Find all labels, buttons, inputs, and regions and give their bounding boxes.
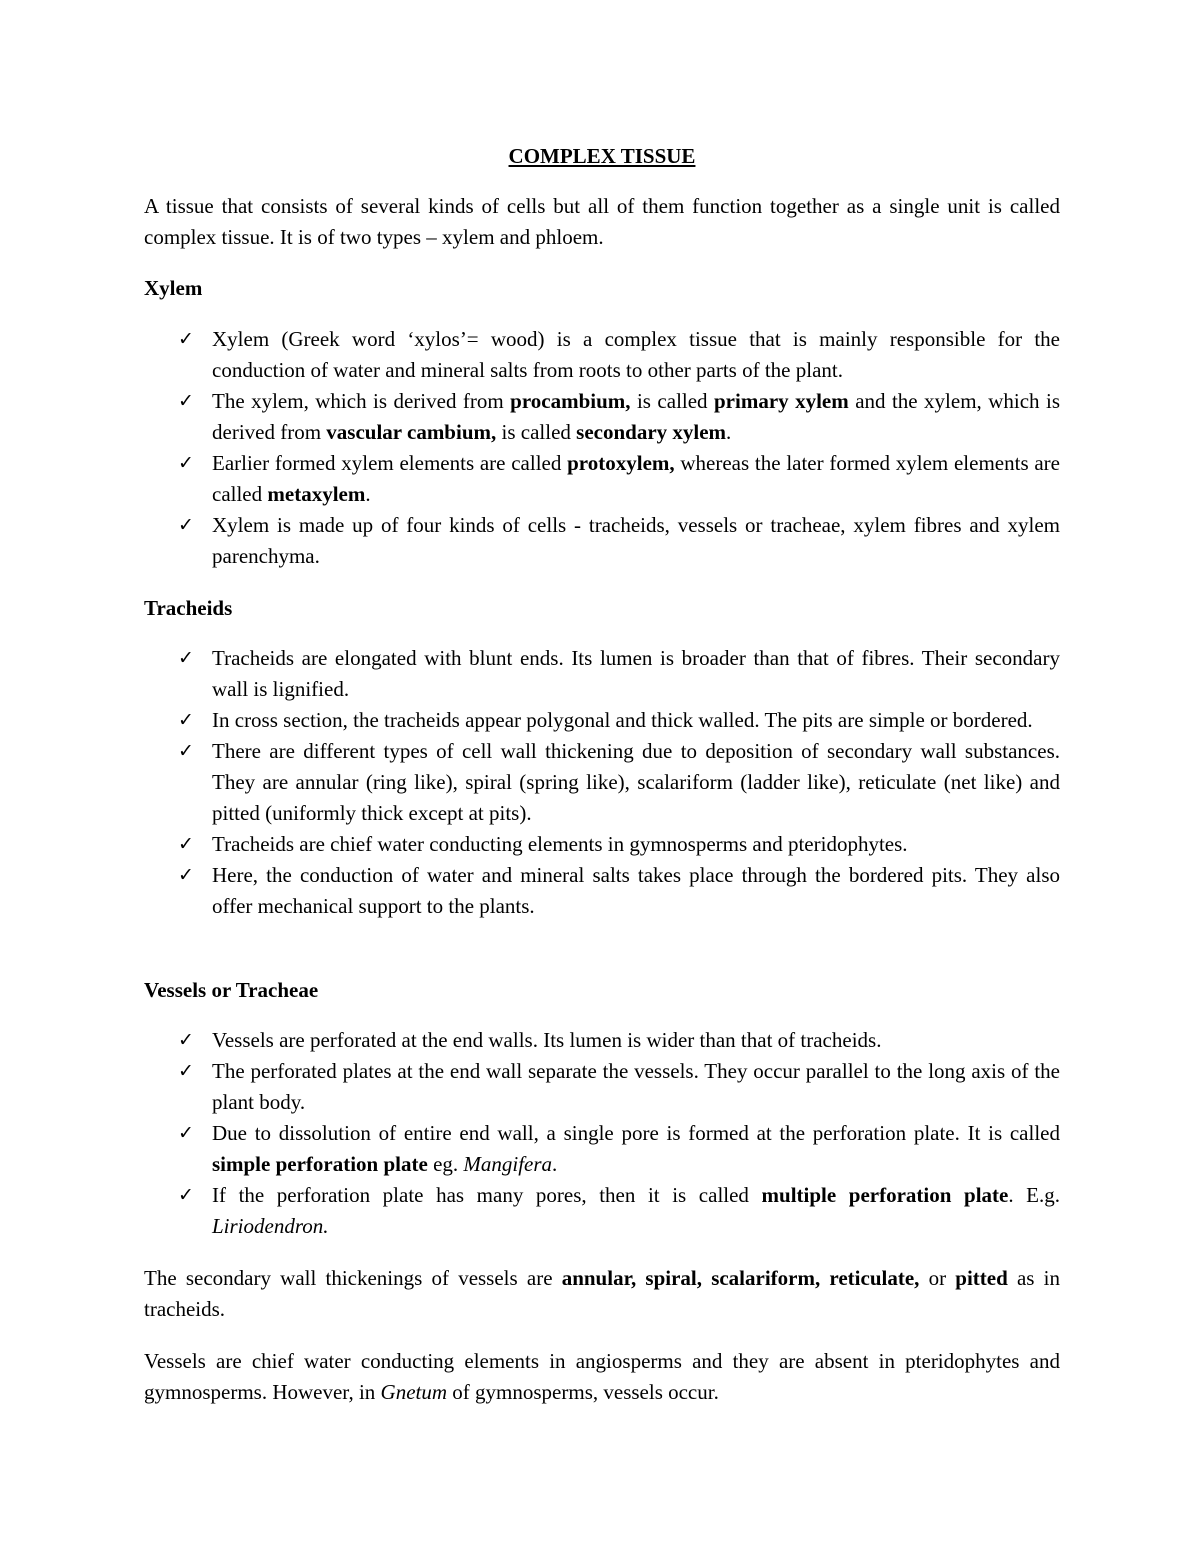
list-item — [144, 829, 1060, 860]
text-run: whereas the later formed xylem elements are called — [212, 451, 1060, 506]
checkmark-icon: ✓ — [178, 1184, 194, 1206]
text-run: The secondary wall thickenings of vessels are — [144, 1266, 562, 1290]
text-run: Due to dissolution of entire end wall, a single pore is formed at the perforation plate. It is called — [212, 1121, 1060, 1145]
list-item — [144, 1056, 1060, 1118]
text-run: is called — [496, 420, 577, 444]
text-run: There are different types of cell wall thickening due to deposition of secondary wall substances. They are annular (ring like), spiral (spring like), scalariform (ladder like), reticulate (net like) and pitted (uniformly thick except at pits). — [212, 739, 1060, 825]
checkmark-icon: ✓ — [178, 740, 194, 762]
text-run: Here, the conduction of water and mineral salts takes place through the bordered pits. They also offer mechanical support to the plants. — [212, 863, 1060, 918]
italic-term: Gnetum — [380, 1380, 448, 1404]
list-item — [144, 510, 1060, 572]
bold-term: primary xylem — [714, 389, 849, 413]
list-item — [144, 1025, 1060, 1056]
text-run: . — [552, 1152, 558, 1176]
intro-paragraph: A tissue that consists of several kinds of cells but all of them function together as a single unit is called complex tissue. It is of two types – xylem and phloem. — [144, 194, 1060, 249]
list-item — [144, 705, 1060, 736]
italic-term: Mangifera — [463, 1152, 553, 1176]
bold-term: secondary xylem — [576, 420, 727, 444]
section-heading-xylem: Xylem — [144, 276, 203, 300]
text-run: eg. — [427, 1152, 464, 1176]
bold-term: annular, spiral, scalariform, reticulate, — [561, 1266, 920, 1290]
checkmark-icon: ✓ — [178, 709, 194, 731]
bold-term: vascular cambium, — [326, 420, 497, 444]
bold-term: pitted — [955, 1266, 1008, 1290]
page-title: COMPLEX TISSUE — [508, 144, 696, 168]
list-item — [144, 643, 1060, 705]
text-run: of gymnosperms, vessels occur. — [447, 1380, 719, 1404]
list-item — [144, 860, 1060, 922]
xylem-list — [144, 324, 1060, 572]
list-item — [144, 386, 1060, 448]
checkmark-icon: ✓ — [178, 1122, 194, 1144]
text-run: The xylem, which is derived from — [212, 389, 511, 413]
bold-term: protoxylem, — [567, 451, 675, 475]
italic-term: Liriodendron. — [212, 1214, 329, 1238]
text-run: as in tracheids. — [144, 1266, 1061, 1321]
list-item — [144, 448, 1060, 510]
text-run: Earlier formed xylem elements are called — [212, 451, 568, 475]
text-run: Tracheids are elongated with blunt ends. Its lumen is broader than that of fibres. Their secondary wall is lignified. — [212, 646, 1060, 701]
checkmark-icon: ✓ — [178, 452, 194, 474]
checkmark-icon: ✓ — [178, 514, 194, 536]
bold-term: simple perforation plate — [212, 1152, 428, 1176]
checkmark-icon: ✓ — [178, 833, 194, 855]
section-heading-vessels: Vessels or Tracheae — [144, 978, 319, 1002]
text-run: and the xylem, which is derived from — [212, 389, 1061, 444]
checkmark-icon: ✓ — [178, 864, 194, 886]
list-item — [144, 736, 1060, 829]
checkmark-icon: ✓ — [178, 1029, 194, 1051]
list-item — [144, 1118, 1060, 1180]
list-item — [144, 1180, 1060, 1242]
checkmark-icon: ✓ — [178, 328, 194, 350]
bold-term: multiple perforation plate — [761, 1183, 1009, 1207]
text-run: Vessels are chief water conducting elements in angiosperms and they are absent in pteridophytes and gymnosperms. However, in — [144, 1349, 1060, 1404]
bold-term: metaxylem — [267, 482, 366, 506]
vessels-list — [144, 1025, 1060, 1242]
text-run: or — [919, 1266, 956, 1290]
checkmark-icon: ✓ — [178, 647, 194, 669]
tracheids-list — [144, 643, 1060, 922]
checkmark-icon: ✓ — [178, 1060, 194, 1082]
text-run: Xylem (Greek word ‘xylos’= wood) is a complex tissue that is mainly responsible for the conduction of water and mineral salts from roots to other parts of the plant. — [212, 327, 1060, 382]
section-heading-tracheids: Tracheids — [144, 596, 233, 620]
checkmark-icon: ✓ — [178, 390, 194, 412]
text-run: . E.g. — [1008, 1183, 1061, 1207]
text-run: is called — [630, 389, 714, 413]
text-run: Xylem is made up of four kinds of cells - tracheids, vessels or tracheae, xylem fibres and xylem parenchyma. — [212, 513, 1060, 568]
bold-term: procambium, — [510, 389, 631, 413]
list-item — [144, 324, 1060, 386]
text-run: . — [365, 482, 371, 506]
text-run: Vessels are perforated at the end walls. Its lumen is wider than that of tracheids. — [212, 1028, 882, 1052]
text-run: If the perforation plate has many pores, then it is called — [212, 1183, 762, 1207]
text-run: In cross section, the tracheids appear polygonal and thick walled. The pits are simple or bordered. — [212, 708, 1033, 732]
text-run: The perforated plates at the end wall separate the vessels. They occur parallel to the long axis of the plant body. — [212, 1059, 1060, 1114]
angiosperms-paragraph — [144, 1346, 1060, 1408]
text-run: . — [726, 420, 732, 444]
text-run: Tracheids are chief water conducting elements in gymnosperms and pteridophytes. — [212, 832, 908, 856]
thickenings-paragraph — [144, 1263, 1060, 1325]
